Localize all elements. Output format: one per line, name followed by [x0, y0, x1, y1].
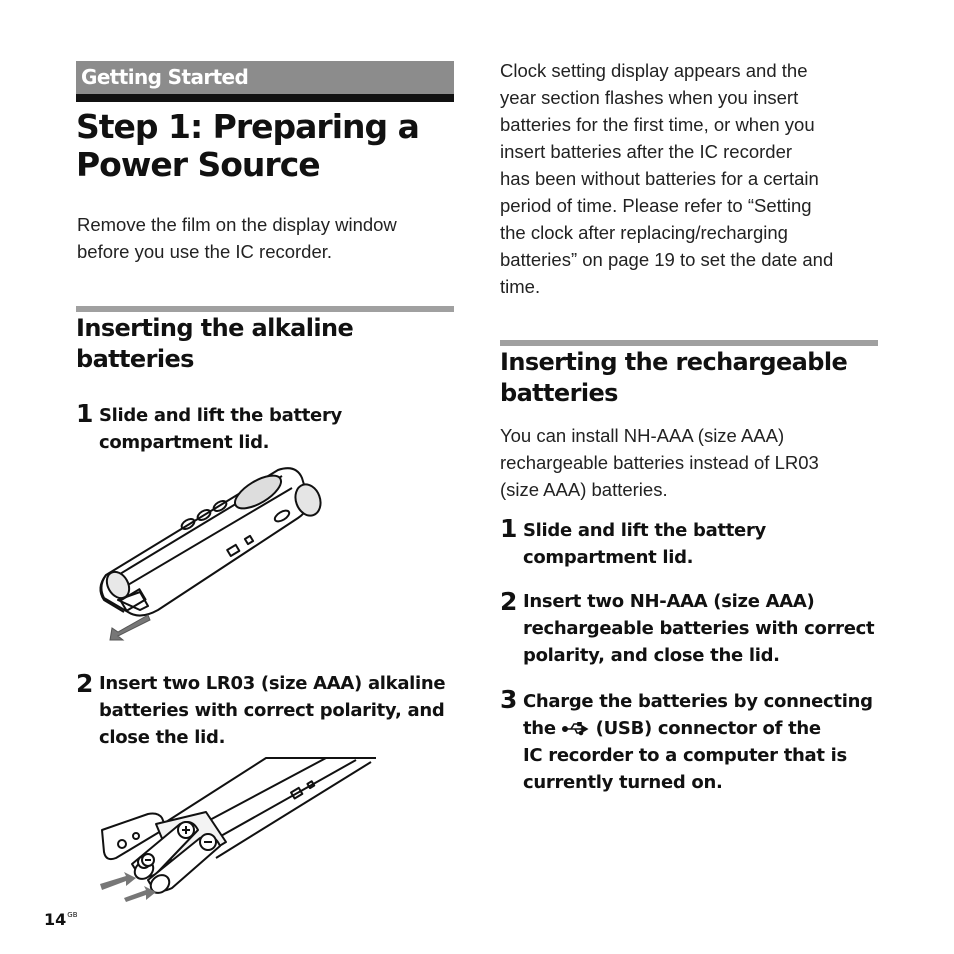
recorder-batteries-illustration — [96, 752, 386, 902]
step-line: Slide and lift the battery — [99, 405, 342, 426]
step-line: rechargeable batteries with correct — [523, 618, 875, 639]
clock-note-line: the clock after replacing/recharging — [500, 222, 788, 243]
page-title — [76, 108, 456, 184]
step-line: compartment lid. — [523, 547, 694, 568]
intro-line: You can install NH-AAA (size AAA) — [500, 425, 785, 446]
step-number: 1 — [76, 399, 94, 428]
step-number: 3 — [500, 685, 518, 714]
heading-line: batteries — [500, 379, 618, 407]
step-text — [99, 402, 449, 456]
page-number — [44, 910, 78, 929]
heading-line: batteries — [76, 345, 194, 373]
intro-paragraph — [77, 211, 457, 265]
clock-note-paragraph — [500, 57, 890, 300]
heading-line: Inserting the alkaline — [76, 314, 354, 342]
step-line: currently turned on. — [523, 772, 723, 793]
recorder-lid-illustration — [96, 460, 326, 645]
intro-line: rechargeable batteries instead of LR03 — [500, 452, 819, 473]
step-number: 2 — [500, 587, 518, 616]
step-line-part: the — [523, 718, 556, 739]
page-title-line: Power Source — [76, 145, 320, 184]
step-number: 2 — [76, 669, 94, 698]
step-line: compartment lid. — [99, 432, 270, 453]
section-rule-rechargeable — [500, 340, 878, 346]
clock-note-line: batteries” on page 19 to set the date and — [500, 249, 834, 270]
usb-icon — [562, 722, 590, 736]
page-title-line: Step 1: Preparing a — [76, 107, 419, 146]
step-line-part: (USB) connector of the — [595, 718, 821, 739]
step-text — [523, 688, 893, 796]
heading-alkaline — [76, 313, 456, 375]
step-line: Insert two LR03 (size AAA) alkaline — [99, 673, 446, 694]
page-number-value: 14 — [44, 910, 67, 929]
step-line: IC recorder to a computer that is — [523, 745, 847, 766]
intro-line: (size AAA) batteries. — [500, 479, 668, 500]
step-line: close the lid. — [99, 727, 226, 748]
step-line: batteries with correct polarity, and — [99, 700, 445, 721]
step-number: 1 — [500, 514, 518, 543]
intro-line: Remove the film on the display window — [77, 214, 397, 235]
rechargeable-intro — [500, 422, 890, 503]
heading-rechargeable — [500, 347, 890, 409]
section-header-underline — [76, 94, 454, 102]
clock-note-line: has been without batteries for a certain — [500, 168, 819, 189]
intro-line: before you use the IC recorder. — [77, 241, 333, 262]
step-line — [523, 715, 893, 742]
clock-note-line: batteries for the first time, or when you — [500, 114, 815, 135]
step-line: Charge the batteries by connecting — [523, 691, 873, 712]
section-label: Getting Started — [81, 65, 249, 89]
step-text — [523, 517, 883, 571]
clock-note-line: time. — [500, 276, 541, 297]
page-number-suffix: GB — [67, 911, 78, 919]
step-text — [99, 670, 459, 751]
clock-note-line: Clock setting display appears and the — [500, 60, 808, 81]
clock-note-line: year section flashes when you insert — [500, 87, 799, 108]
section-rule-alkaline — [76, 306, 454, 312]
step-text — [523, 588, 893, 669]
clock-note-line: period of time. Please refer to “Setting — [500, 195, 812, 216]
step-line: Insert two NH-AAA (size AAA) — [523, 591, 815, 612]
clock-note-line: insert batteries after the IC recorder — [500, 141, 793, 162]
heading-line: Inserting the rechargeable — [500, 348, 848, 376]
step-line: Slide and lift the battery — [523, 520, 766, 541]
step-line: polarity, and close the lid. — [523, 645, 780, 666]
